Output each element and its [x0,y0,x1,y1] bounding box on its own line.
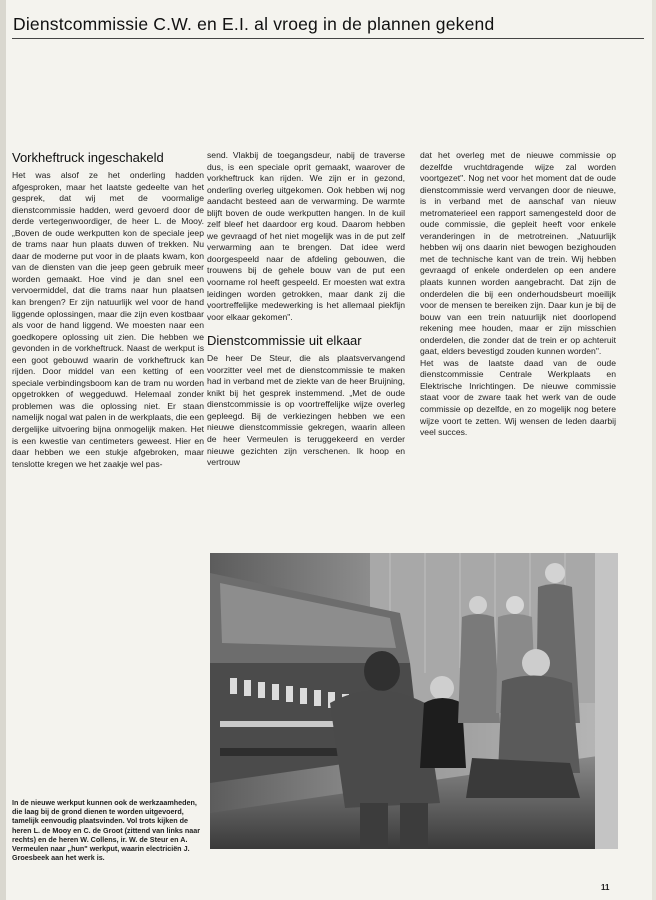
page-number: 11 [601,883,610,892]
column-3-text-a: dat het overleg met de nieuwe commissie op dezelfde vruchtdragende wijze zal worden voortgezet". Nog net voor het moment dat de oude dienstcommissie werd vervangen door de nieuwe, is in verband met de aanschaf van nieuw metromaterieel een rapport samengesteld door de oude commissie, die gepleit heeft voor enkele veranderingen in de metrotreinen. „Natuurlijk hebben wij ons daarin niet bewogen bezighouden met de technische kant van de trein. Wij hebben gevraagd of enkele onderdelen op een andere plaats kunnen worden aangebracht. Dat zijn de onderdelen die bij een onderhoudsbeurt moeilijk voor de mensen te bereiken zijn. Daar kun je bij de bouw van een trein natuurlijk niet doorlopend rekening mee houden, maar er zijn misschien onderdelen, die zonder dat de trein er op achteruit gaat, elders bevestigd zouden kunnen worden". [420,150,616,357]
page-edge-left [0,0,6,900]
article-column-1 [12,150,204,470]
article-column-3 [420,150,616,439]
column-2-text-a: send. Vlakbij de toegangsdeur, nabij de traverse dus, is een speciale oprit gemaakt, waarover de vorkheftruck kan rijden. We zijn er in gezond, onderling overleg uitgekomen. Ook hebben wij nog aandacht besteed aan de verwarming. De warmte blijft boven de oude werkputten hangen. In de kuil zelf bleef het daardoor erg koud. Daarom hebben we gevraagd of het niet mogelijk was in de put zelf verwarming aan te brengen. Dat idee werd doorgespeeld naar de afdeling gebouwen, die trouwens bij de gehele bouw van de put een voorname rol heeft gespeeld. Er moesten wat extra leidingen worden getrokken, maar dank zij die voortreffelijke medewerking is het allemaal piekfijn voor elkaar gekomen". [207,150,405,322]
column-2-text-b: De heer De Steur, die als plaatsvervangend voorzitter veel met de dienstcommissie te maken had in verband met de ziekte van de heer Bruijning, knikt bij het gesprek instemmend. „Met de oude dienstcommissie is op voortreffelijke wijze overleg gepleegd. Bij de verkiezingen hebben we een nieuwe dienstcommissie gekregen, waarin alleen de heer Vermeulen is teruggekeerd en verder nieuwe gezichten zijn verschenen. Ik hoop en vertrouw [207,353,405,468]
subheading-vorkheftruck: Vorkheftruck ingeschakeld [12,150,164,165]
workshop-photo [210,553,618,849]
page-headline: Dienstcommissie C.W. en E.I. al vroeg in de plannen gekend [13,14,495,34]
subheading-dienstcommissie: Dienstcommissie uit elkaar [207,333,362,349]
photo-caption: In de nieuwe werkput kunnen ook de werkzaamheden, die laag bij de grond dienen te worden uitgevoerd, tamelijk eenvoudig plaatsvinden. Vol trots kijken de heren L. de Mooy en C. de Groot (zittend van links naar rechts) en de heren W. Collens, ir. W. de Steur en A. Vermeulen naar „hun" werkput, waarin electriciën J. Groesbeek aan het werk is. [12,798,201,863]
headline-rule [12,38,644,39]
column-3-text-b: Het was de laatste daad van de oude dienstcommissie Centrale Werkplaats en Elektrische Inrichtingen. De nieuwe commissie staat voor de zware taak het werk van de oude commissie op dezelfde, en zo mogelijk nog betere wijze voort te zetten. Wij wensen de leden daarbij veel succes. [420,357,616,438]
column-1-text: Het was alsof ze het onderling hadden afgesproken, maar het laatste gedeelte van het gesprek, dat wij met de voormalige dienstcommissie hadden, werd gevoerd door de derde vertegenwoordiger, de heer L. de Mooy. „Boven de oude werkputten kon de speciale jeep de trams naar hun plaats duwen of trekken. Nu daar de moderne put voor in de plaats kwam, kon van de diensten van die jeep geen gebruik meer worden gemaakt. Hoe vind je dan snel een vervoermiddel, dat die trams naar hun plaatsen kan brengen? Er zijn natuurlijk wel voor de hand liggende oplossingen, maar die zijn even kostbaar als voor de hand liggend. We moesten naar een goedkopere oplossing uit zien. Die hebben we gevonden in de vorkheftruck. Naast de werkput is een goot gebouwd waarin de vorkheftruck kan rijden. Door middel van een ketting of een speciale verbindingsboom kan de tram nu worden opgetrokken of weggeduwd. Helemaal zonder problemen was die oplossing niet. Er staan namelijk nogal wat palen in de werkplaats, die een dergelijke uitvoering bijna onmogelijk maken. Het is een kwestie van centimeters geweest. Hier en daar hebben we een stukje afgebroken, maar tenslotte kregen we het zaakje wel pas- [12,170,204,469]
page-edge-right [652,0,656,900]
article-column-2 [207,150,405,469]
